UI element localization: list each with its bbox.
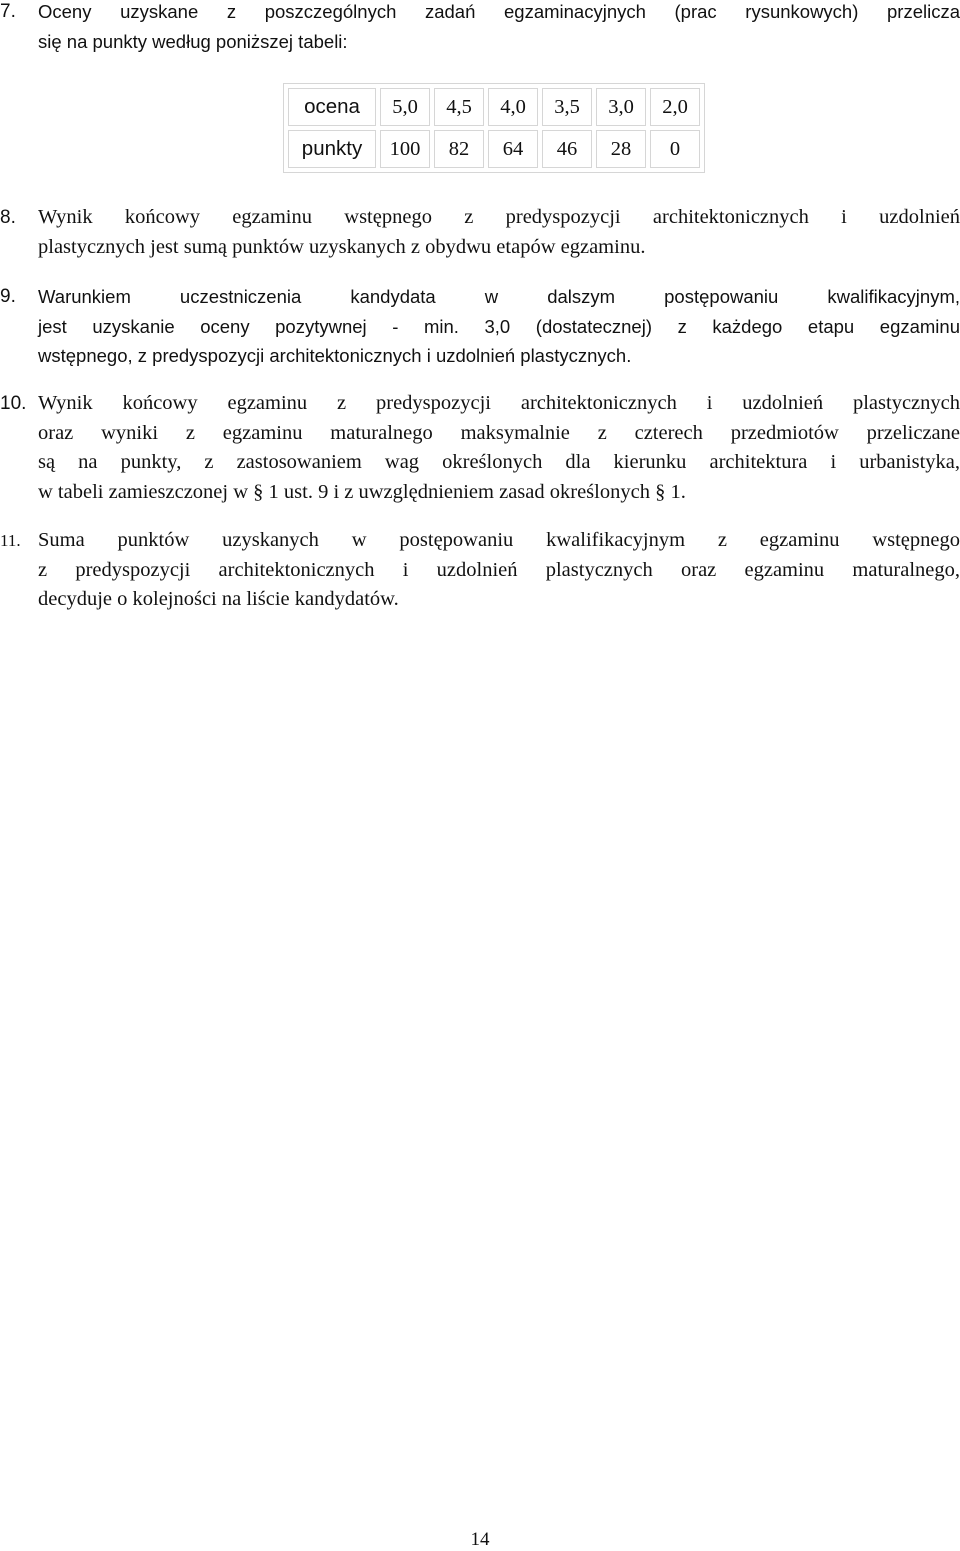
- item-10-line-3: są na punkty, z zastosowaniem wag określonych dla kierunku architektura i urbanistyka,: [38, 451, 960, 473]
- item-8-number: 8.: [0, 207, 16, 228]
- item-10-line-2: oraz wyniki z egzaminu maturalnego maksymalnie z czterech przedmiotów przeliczane: [38, 421, 960, 444]
- grade-row: [288, 88, 700, 126]
- item-7-number: 7.: [0, 1, 16, 22]
- item-10-number: 10.: [0, 393, 27, 414]
- item-8-line-1: Wynik końcowy egzaminu wstępnego z predyspozycji architektonicznych i uzdolnień: [38, 206, 960, 228]
- item-8: [0, 203, 960, 262]
- item-9: [0, 282, 960, 371]
- grade-cell: 4,5: [434, 88, 484, 126]
- item-9-line-1: Warunkiem uczestniczenia kandydata w dalszym postępowaniu kwalifikacyjnym,: [38, 286, 960, 307]
- grade-cell: 2,0: [650, 88, 700, 126]
- item-10-line-4: w tabeli zamieszczonej w § 1 ust. 9 i z uwzględnieniem zasad określonych § 1.: [38, 480, 686, 503]
- points-cell: 28: [596, 130, 646, 168]
- item-7: [0, 0, 960, 56]
- grade-row-label: ocena: [288, 88, 376, 126]
- item-7-line-1: Oceny uzyskane z poszczególnych zadań egzaminacyjnych (prac rysunkowych) przelicza: [38, 1, 960, 22]
- grade-points-table: [283, 83, 705, 173]
- points-cell: 64: [488, 130, 538, 168]
- grade-cell: 3,0: [596, 88, 646, 126]
- page-number: 14: [470, 1529, 490, 1550]
- grade-cell: 5,0: [380, 88, 430, 126]
- points-cell: 46: [542, 130, 592, 168]
- points-cell: 0: [650, 130, 700, 168]
- item-10-line-1: Wynik końcowy egzaminu z predyspozycji architektonicznych i uzdolnień plastycznych: [38, 392, 960, 414]
- item-9-line-3: wstępnego, z predyspozycji architektonicznych i uzdolnień plastycznych.: [38, 345, 632, 366]
- item-11: [0, 526, 960, 615]
- points-cell: 100: [380, 130, 430, 168]
- points-cell: 82: [434, 130, 484, 168]
- grade-cell: 4,0: [488, 88, 538, 126]
- item-11-line-2: z predyspozycji architektonicznych i uzdolnień plastycznych oraz egzaminu maturalnego,: [38, 558, 960, 581]
- item-11-number: 11.: [0, 531, 21, 550]
- item-8-line-2: plastycznych jest sumą punktów uzyskanych z obydwu etapów egzaminu.: [38, 235, 646, 258]
- points-row-label: punkty: [288, 130, 376, 168]
- item-11-line-1: Suma punktów uzyskanych w postępowaniu kwalifikacyjnym z egzaminu wstępnego: [38, 529, 960, 551]
- item-7-line-2: się na punkty według poniższej tabeli:: [38, 30, 348, 52]
- item-9-line-2: jest uzyskanie oceny pozytywnej - min. 3,0 (dostatecznej) z każdego etapu egzaminu: [38, 315, 960, 337]
- item-10: [0, 389, 960, 507]
- grade-cell: 3,5: [542, 88, 592, 126]
- item-9-number: 9.: [0, 286, 16, 307]
- item-11-line-3: decyduje o kolejności na liście kandydatów.: [38, 588, 399, 610]
- points-row: [288, 130, 700, 168]
